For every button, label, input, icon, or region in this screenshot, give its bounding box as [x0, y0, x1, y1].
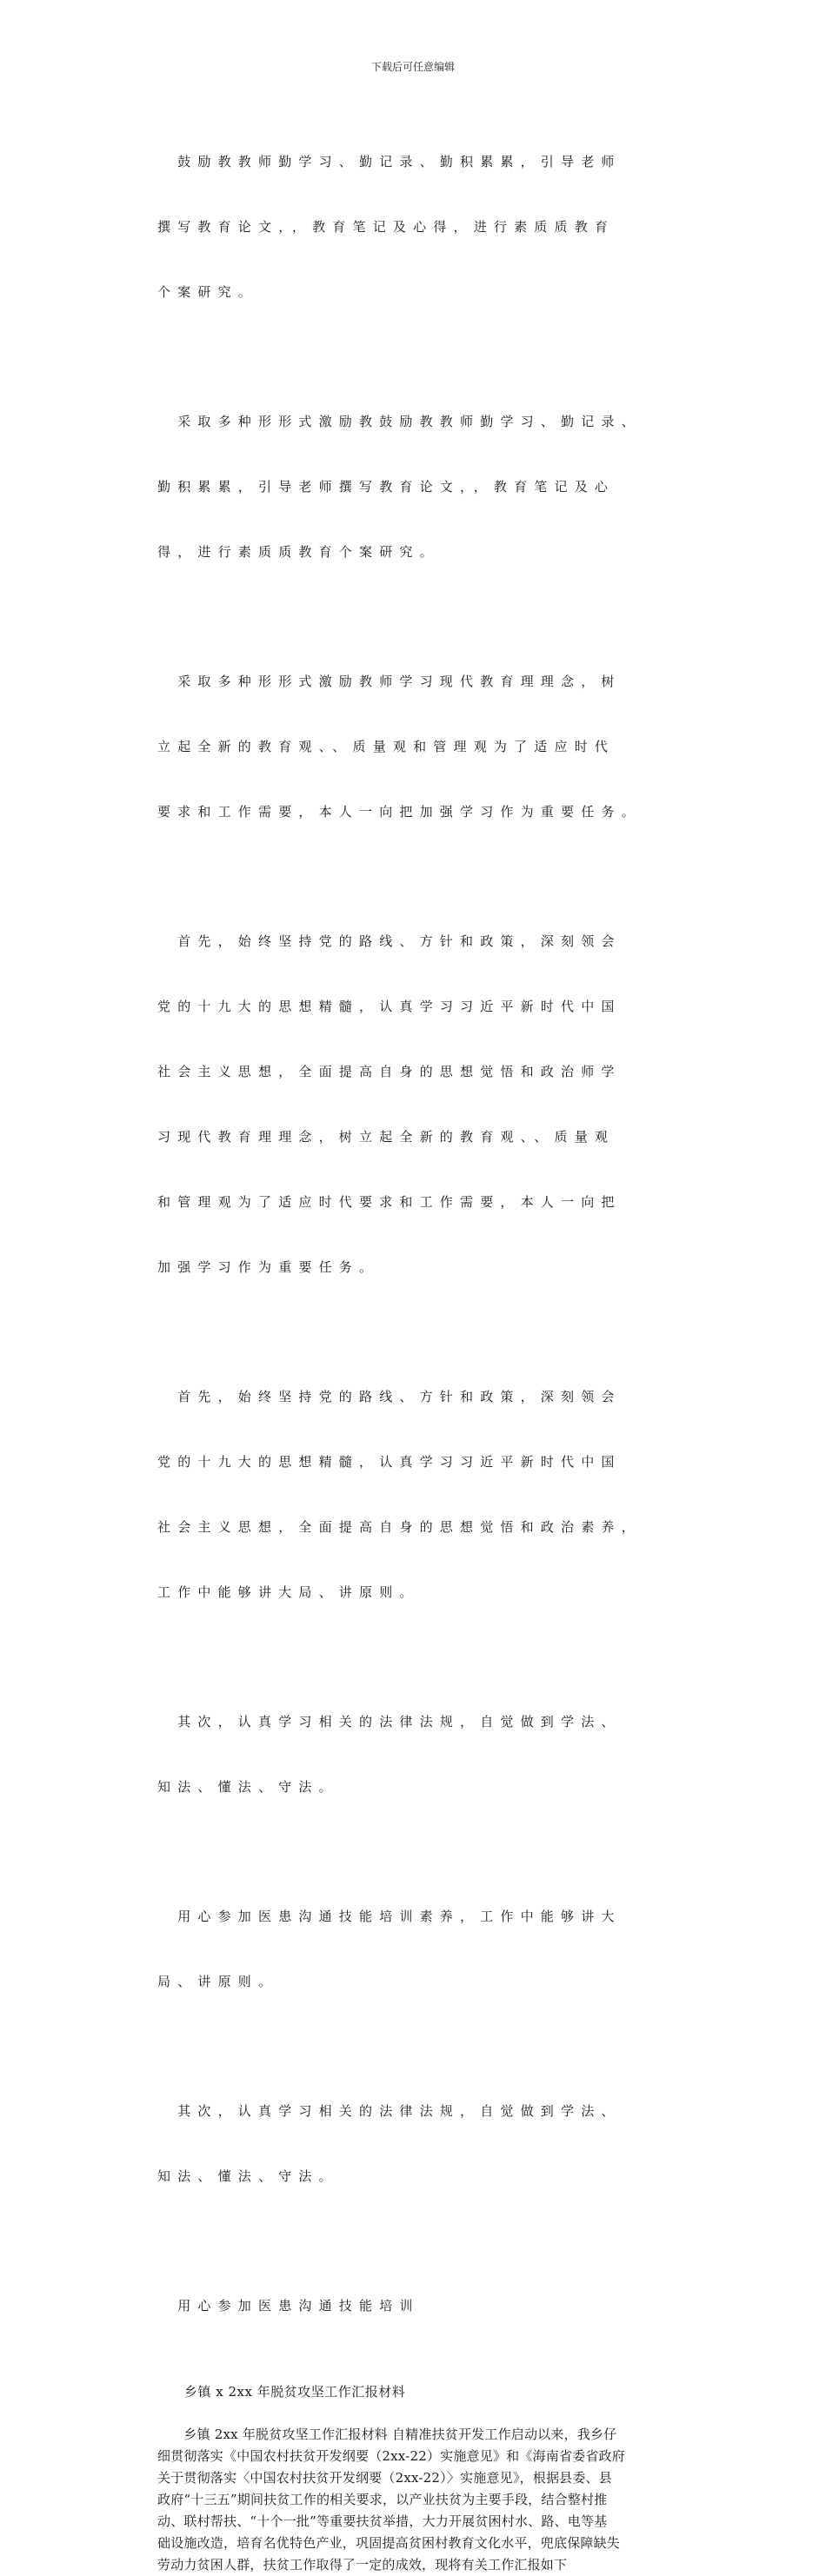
paragraph-3 — [157, 627, 674, 866]
report-paragraph — [157, 2424, 674, 2576]
paragraph-9 — [157, 2252, 674, 2360]
report-line: 础设施改造，培育名优特色产业，巩固提高贫困村教育文化水平，兜底保障缺失 — [157, 2535, 621, 2551]
paragraph-5 — [157, 1343, 674, 1647]
paragraph-line: 加强学习作为重要任务。 — [157, 1259, 380, 1275]
page-header: 下载后可任意编辑 — [370, 61, 455, 73]
paragraph-line: 采取多种形形式激励教师学习现代教育理理念，树 — [157, 674, 622, 689]
paragraph-line: 个案研究。 — [157, 284, 259, 300]
paragraph-line: 立起全新的教育观、、质量观和管理观为了适应时代 — [157, 739, 616, 754]
paragraph-line: 党的十九大的思想精髓，认真学习习近平新时代中国 — [157, 1454, 622, 1470]
paragraph-line: 其次，认真学习相关的法律法规，自觉做到学法、 — [157, 1714, 622, 1730]
paragraph-6 — [157, 1668, 674, 1842]
paragraph-line: 用心参加医患沟通技能培训 — [157, 2298, 420, 2314]
paragraph-line: 要求和工作需要，本人一向把加强学习作为重要任务。 — [157, 804, 642, 820]
report-line: 动、联村帮扶、“十个一批”等重要扶贫举措，大力开展贫困村水、路、电等基 — [157, 2513, 608, 2529]
paragraph-line: 得，进行素质质教育个案研究。 — [157, 544, 440, 560]
report-line: 细贯彻落实《中国农村扶贫开发纲要（2xx-22）实施意见》和《海南省委省政府 — [157, 2448, 625, 2464]
paragraph-line: 首先，始终坚持党的路线、方针和政策，深刻领会 — [157, 933, 622, 949]
paragraph-line: 习现代教育理理念，树立起全新的教育观、、质量观 — [157, 1129, 616, 1145]
paragraph-line: 局、讲原则。 — [157, 1974, 279, 1989]
paragraph-line: 社会主义思想，全面提高自身的思想觉悟和政治素养， — [157, 1519, 642, 1535]
paragraph-line: 用心参加医患沟通技能培训素养，工作中能够讲大 — [157, 1909, 622, 1924]
paragraph-line: 知法、懂法、守法。 — [157, 1779, 339, 1795]
paragraph-line: 工作中能够讲大局、讲原则。 — [157, 1584, 420, 1600]
paragraph-line: 勤积累累，引导老师撰写教育论文，，教育笔记及心 — [157, 479, 616, 495]
section-title: 乡镇 x 2xx 年脱贫攻坚工作汇报材料 — [157, 2384, 406, 2400]
report-line: 乡镇 2xx 年脱贫攻坚工作汇报材料 自精准扶贫开发工作启动以来，我乡仔 — [157, 2427, 617, 2442]
document-body — [157, 108, 674, 2576]
paragraph-line: 社会主义思想，全面提高自身的思想觉悟和政治师学 — [157, 1064, 622, 1079]
paragraph-line: 采取多种形形式激励教鼓励教教师勤学习、勤记录、 — [157, 414, 642, 429]
paragraph-2 — [157, 368, 674, 607]
paragraph-line: 党的十九大的思想精髓，认真学习习近平新时代中国 — [157, 999, 622, 1014]
paragraph-line: 鼓励教教师勤学习、勤记录、勤积累累，引导老师 — [157, 154, 622, 169]
report-line: 劳动力贫困人群，扶贫工作取得了一定的成效，现将有关工作汇报如下 — [157, 2557, 568, 2573]
paragraph-line: 其次，认真学习相关的法律法规，自觉做到学法、 — [157, 2103, 622, 2119]
paragraph-7 — [157, 1862, 674, 2036]
report-line: 关于贯彻落实〈中国农村扶贫开发纲要（2xx-22）〉实施意见》，根据县委、县 — [157, 2470, 612, 2486]
paragraph-line: 首先，始终坚持党的路线、方针和政策，深刻领会 — [157, 1389, 622, 1404]
paragraph-8 — [157, 2057, 674, 2231]
paragraph-1 — [157, 108, 674, 347]
paragraph-line: 和管理观为了适应时代要求和工作需要，本人一向把 — [157, 1194, 622, 1210]
paragraph-line: 知法、懂法、守法。 — [157, 2168, 339, 2184]
report-line: 政府“十三五”期间扶贫工作的相关要求，以产业扶贫为主要手段，结合整村推 — [157, 2492, 608, 2507]
paragraph-line: 撰写教育论文，，教育笔记及心得，进行素质质教育 — [157, 219, 616, 235]
paragraph-4 — [157, 887, 674, 1322]
